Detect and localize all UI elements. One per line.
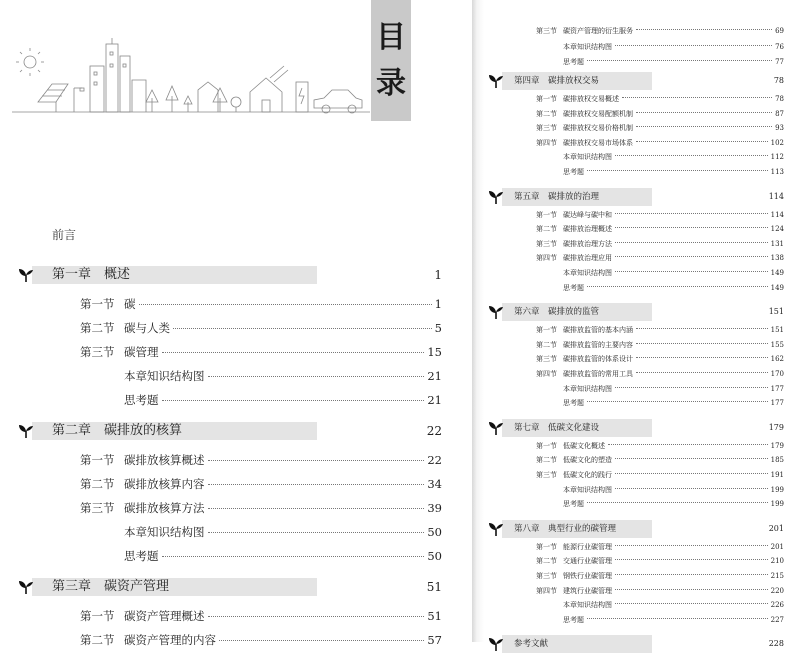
dot-leader bbox=[587, 618, 768, 619]
dot-leader bbox=[636, 328, 768, 329]
entry-title: 本章知识结构图 bbox=[563, 601, 612, 610]
toc-entry[interactable] bbox=[536, 253, 784, 263]
dot-leader bbox=[139, 304, 432, 305]
dot-leader bbox=[208, 532, 425, 533]
chapter-title: 第五章 碳排放的治理 bbox=[514, 191, 600, 202]
dot-leader bbox=[615, 45, 772, 46]
toc-entry[interactable] bbox=[536, 138, 784, 148]
chapter-page: 201 bbox=[768, 523, 784, 533]
dot-leader bbox=[208, 376, 425, 377]
toc-entry[interactable] bbox=[536, 325, 784, 335]
section-number: 第四节 bbox=[536, 254, 557, 263]
electric-car-icon bbox=[314, 90, 362, 113]
dot-leader bbox=[636, 357, 768, 358]
entry-page: 22 bbox=[427, 453, 442, 467]
entry-title: 碳管理 bbox=[124, 345, 159, 359]
dot-leader bbox=[615, 387, 768, 388]
entry-page: 131 bbox=[770, 239, 784, 248]
section-number: 第一节 bbox=[536, 95, 557, 103]
toc-entry[interactable] bbox=[536, 398, 784, 408]
toc-entry[interactable] bbox=[536, 268, 784, 278]
toc-entry[interactable] bbox=[536, 485, 784, 495]
entry-page: 191 bbox=[770, 471, 784, 479]
entry-page: 77 bbox=[775, 58, 784, 66]
entry-page: 87 bbox=[775, 109, 784, 118]
toc-entry[interactable] bbox=[536, 239, 784, 249]
toc-entry[interactable] bbox=[536, 152, 784, 162]
entry-page: 226 bbox=[770, 601, 784, 610]
sprout-icon bbox=[18, 579, 34, 595]
toc-entry[interactable] bbox=[536, 210, 784, 220]
dot-leader bbox=[587, 286, 768, 287]
entry-page: 215 bbox=[770, 572, 784, 580]
chapter-heading[interactable] bbox=[488, 72, 784, 90]
dot-leader bbox=[608, 444, 768, 445]
entry-title: 碳 bbox=[124, 297, 136, 311]
entry-page: 51 bbox=[427, 609, 442, 623]
entry-title: 本章知识结构图 bbox=[563, 153, 612, 162]
entry-title: 建筑行业碳管理 bbox=[563, 586, 612, 595]
toc-entry[interactable] bbox=[80, 608, 442, 624]
toc-entry[interactable] bbox=[536, 556, 784, 566]
dot-leader bbox=[636, 343, 768, 344]
toc-entry[interactable] bbox=[536, 441, 784, 451]
toc-entry[interactable] bbox=[536, 94, 784, 104]
sprout-icon bbox=[488, 420, 504, 436]
chapter-heading[interactable] bbox=[488, 520, 784, 538]
toc-entry[interactable] bbox=[536, 224, 784, 234]
chapter-heading[interactable] bbox=[488, 188, 784, 206]
dot-leader bbox=[615, 213, 768, 214]
chapter-title: 第二章 碳排放的核算 bbox=[52, 423, 183, 438]
entry-page: 185 bbox=[770, 456, 784, 465]
entry-page: 201 bbox=[770, 542, 784, 551]
preface-link[interactable]: 前言 bbox=[52, 228, 77, 242]
entry-page: 227 bbox=[770, 615, 784, 624]
section-number: 第三节 bbox=[536, 572, 557, 580]
entry-page: 34 bbox=[427, 477, 442, 491]
entry-title: 钢铁行业碳管理 bbox=[563, 572, 612, 580]
entry-title: 能源行业碳管理 bbox=[563, 542, 612, 551]
entry-title: 低碳文化的塑造 bbox=[563, 456, 612, 465]
sprout-icon bbox=[488, 304, 504, 320]
solar-panel-icon bbox=[38, 84, 68, 112]
dot-leader bbox=[615, 155, 768, 156]
sprout-icon bbox=[18, 267, 34, 283]
chapter-heading[interactable] bbox=[18, 578, 442, 596]
entry-title: 思考题 bbox=[124, 549, 159, 563]
chapter-title: 第一章 概述 bbox=[52, 267, 131, 282]
toc-title bbox=[371, 0, 411, 121]
chapter-heading[interactable] bbox=[488, 419, 784, 437]
entry-title: 碳资产管理概述 bbox=[124, 609, 205, 623]
dot-leader bbox=[615, 242, 768, 243]
dot-leader bbox=[173, 328, 432, 329]
entry-page: 177 bbox=[770, 399, 784, 408]
dot-leader bbox=[162, 352, 425, 353]
section-number: 第三节 bbox=[80, 345, 115, 359]
dot-leader bbox=[615, 589, 768, 590]
entry-title: 碳排放核算概述 bbox=[124, 453, 205, 467]
entry-page: 93 bbox=[775, 124, 784, 133]
trees-icon bbox=[146, 86, 241, 112]
dot-leader bbox=[162, 556, 425, 557]
toc-entry[interactable] bbox=[536, 354, 784, 364]
dot-leader bbox=[208, 484, 425, 485]
entry-title: 思考题 bbox=[563, 399, 584, 408]
section-number: 第一节 bbox=[80, 453, 115, 467]
chapter-title: 第七章 低碳文化建设 bbox=[514, 422, 600, 433]
toc-entry[interactable] bbox=[80, 476, 442, 492]
chapter-page: 114 bbox=[768, 191, 784, 201]
charging-station-icon bbox=[296, 82, 308, 112]
chapter-title: 第四章 碳排放权交易 bbox=[514, 76, 600, 86]
toc-entry[interactable] bbox=[80, 296, 442, 312]
toc-entry[interactable] bbox=[80, 524, 442, 540]
dot-leader bbox=[636, 141, 768, 142]
city-skyline-illustration bbox=[12, 36, 370, 114]
section-number: 第二节 bbox=[536, 225, 557, 234]
entry-page: 179 bbox=[770, 441, 784, 450]
chapter-heading[interactable] bbox=[488, 303, 784, 321]
entry-title: 碳排放权交易市场体系 bbox=[563, 138, 633, 147]
book-gutter bbox=[472, 0, 484, 642]
dot-leader bbox=[615, 271, 768, 272]
entry-title: 本章知识结构图 bbox=[563, 269, 612, 277]
section-number: 第二节 bbox=[536, 340, 557, 349]
toc-title-char: 录 bbox=[376, 65, 406, 101]
section-number: 第三节 bbox=[536, 355, 557, 364]
entry-page: 177 bbox=[770, 384, 784, 393]
entry-title: 碳排放权交易概述 bbox=[563, 95, 619, 103]
section-number: 第三节 bbox=[536, 471, 557, 479]
sprout-icon bbox=[488, 189, 504, 205]
toc-entry[interactable] bbox=[536, 109, 784, 119]
entry-title: 碳排放治理方法 bbox=[563, 239, 612, 248]
street-lamp-icon bbox=[74, 88, 84, 112]
toc-entry[interactable] bbox=[536, 586, 784, 596]
dot-leader bbox=[615, 603, 768, 604]
entry-page: 155 bbox=[770, 340, 784, 349]
entry-title: 碳排放治理概述 bbox=[563, 225, 612, 234]
toc-entry[interactable] bbox=[536, 600, 784, 610]
dot-leader bbox=[615, 559, 768, 560]
chapter-page: 22 bbox=[426, 424, 442, 438]
chapter-page: 51 bbox=[426, 580, 442, 594]
toc-entry[interactable] bbox=[536, 455, 784, 465]
entry-page: 149 bbox=[770, 269, 784, 277]
toc-entry[interactable] bbox=[536, 340, 784, 350]
entry-page: 78 bbox=[775, 95, 784, 103]
chapter-title: 参考文献 bbox=[514, 639, 549, 650]
dot-leader bbox=[622, 97, 772, 98]
toc-entry[interactable] bbox=[536, 57, 784, 67]
chapter-page: 228 bbox=[768, 639, 784, 649]
dot-leader bbox=[615, 488, 768, 489]
entry-title: 碳排放监管的体系设计 bbox=[563, 355, 633, 364]
entry-page: 199 bbox=[770, 485, 784, 494]
toc-entry[interactable] bbox=[536, 384, 784, 394]
chapter-heading[interactable] bbox=[488, 635, 784, 653]
toc-entry[interactable] bbox=[536, 615, 784, 625]
dot-leader bbox=[615, 227, 768, 228]
dot-leader bbox=[208, 508, 425, 509]
entry-page: 1 bbox=[434, 297, 442, 311]
entry-title: 本章知识结构图 bbox=[563, 485, 612, 494]
entry-page: 162 bbox=[770, 355, 784, 364]
dot-leader bbox=[636, 372, 768, 373]
dot-leader bbox=[615, 256, 768, 257]
entry-page: 220 bbox=[770, 586, 784, 595]
entry-title: 思考题 bbox=[563, 283, 584, 292]
chapter-heading[interactable] bbox=[18, 422, 442, 440]
entry-title: 碳排放权交易配额机制 bbox=[563, 109, 633, 118]
toc-entry[interactable] bbox=[80, 452, 442, 468]
right-page bbox=[484, 0, 801, 650]
entry-title: 碳与人类 bbox=[124, 321, 170, 335]
dot-leader bbox=[636, 126, 772, 127]
chapter-page: 78 bbox=[773, 76, 784, 85]
entry-title: 低碳文化的践行 bbox=[563, 471, 612, 479]
entry-title: 碳资产管理的内容 bbox=[124, 633, 216, 647]
section-number: 第二节 bbox=[536, 109, 557, 118]
entry-page: 210 bbox=[770, 557, 784, 566]
section-number: 第三节 bbox=[536, 239, 557, 248]
entry-page: 50 bbox=[427, 549, 442, 563]
entry-page: 21 bbox=[427, 369, 442, 383]
chapter-title: 第六章 碳排放的监管 bbox=[514, 307, 600, 318]
entry-page: 151 bbox=[770, 326, 784, 335]
entry-title: 碳排放监管的基本内涵 bbox=[563, 326, 633, 335]
entry-title: 碳排放监管的主要内容 bbox=[563, 340, 633, 349]
entry-title: 思考题 bbox=[563, 615, 584, 624]
entry-title: 本章知识结构图 bbox=[563, 384, 612, 393]
toc-entry[interactable] bbox=[536, 167, 784, 177]
chapter-title: 第八章 典型行业的碳管理 bbox=[514, 523, 617, 534]
toc-entry[interactable] bbox=[80, 392, 442, 408]
entry-page: 57 bbox=[427, 633, 442, 647]
section-number: 第三节 bbox=[536, 124, 557, 133]
entry-page: 114 bbox=[770, 210, 784, 219]
entry-title: 碳排放权交易价格机制 bbox=[563, 124, 633, 133]
sprout-icon bbox=[488, 636, 504, 652]
section-number: 第三节 bbox=[536, 27, 557, 35]
entry-page: 124 bbox=[770, 225, 784, 234]
section-number: 第二节 bbox=[536, 456, 557, 465]
entry-page: 21 bbox=[427, 393, 442, 407]
toc-entry[interactable] bbox=[536, 542, 784, 552]
entry-title: 思考题 bbox=[563, 58, 584, 66]
entry-page: 69 bbox=[775, 27, 784, 35]
entry-page: 138 bbox=[770, 254, 784, 263]
entry-page: 170 bbox=[770, 370, 784, 378]
dot-leader bbox=[615, 458, 768, 459]
toc-entry[interactable] bbox=[80, 500, 442, 516]
toc-entry[interactable] bbox=[80, 548, 442, 564]
section-number: 第二节 bbox=[80, 477, 115, 491]
section-number: 第二节 bbox=[80, 633, 115, 647]
dot-leader bbox=[636, 29, 772, 30]
section-number: 第四节 bbox=[536, 138, 557, 147]
sprout-icon bbox=[488, 521, 504, 537]
entry-page: 15 bbox=[427, 345, 442, 359]
section-number: 第三节 bbox=[80, 501, 115, 515]
dot-leader bbox=[636, 112, 772, 113]
entry-title: 低碳文化概述 bbox=[563, 441, 605, 450]
toc-entry[interactable] bbox=[536, 470, 784, 480]
section-number: 第四节 bbox=[536, 370, 557, 378]
dot-leader bbox=[587, 170, 768, 171]
dot-leader bbox=[615, 545, 768, 546]
entry-title: 碳资产管理的衍生服务 bbox=[563, 27, 633, 35]
section-number: 第一节 bbox=[536, 441, 557, 450]
toc-entry[interactable] bbox=[80, 632, 442, 648]
toc-entry[interactable] bbox=[536, 499, 784, 509]
toc-entry[interactable] bbox=[80, 320, 442, 336]
entry-title: 碳排放核算内容 bbox=[124, 477, 205, 491]
dot-leader bbox=[208, 460, 425, 461]
entry-page: 102 bbox=[770, 138, 784, 147]
entry-page: 5 bbox=[434, 321, 442, 335]
section-number: 第一节 bbox=[536, 326, 557, 335]
chapter-title: 第三章 碳资产管理 bbox=[52, 579, 170, 594]
toc-entry[interactable] bbox=[536, 26, 784, 36]
toc-entry[interactable] bbox=[536, 283, 784, 293]
house-icon bbox=[198, 66, 288, 112]
toc-title-char: 目 bbox=[376, 19, 406, 55]
sun-icon bbox=[16, 48, 44, 76]
entry-page: 113 bbox=[770, 168, 784, 176]
sprout-icon bbox=[18, 423, 34, 439]
section-number: 第一节 bbox=[536, 542, 557, 551]
entry-title: 碳排放治理应用 bbox=[563, 254, 612, 263]
section-number: 第一节 bbox=[536, 210, 557, 219]
sprout-icon bbox=[488, 73, 504, 89]
entry-title: 思考题 bbox=[563, 500, 584, 509]
buildings-icon bbox=[90, 38, 146, 112]
chapter-page: 179 bbox=[768, 422, 784, 432]
section-number: 第一节 bbox=[80, 297, 115, 311]
dot-leader bbox=[587, 502, 768, 503]
entry-page: 199 bbox=[770, 500, 784, 509]
dot-leader bbox=[615, 574, 768, 575]
entry-page: 50 bbox=[427, 525, 442, 539]
entry-page: 76 bbox=[775, 42, 784, 51]
entry-title: 本章知识结构图 bbox=[124, 525, 205, 539]
section-number: 第二节 bbox=[536, 557, 557, 566]
section-number: 第四节 bbox=[536, 586, 557, 595]
dot-leader bbox=[162, 400, 425, 401]
toc-entry[interactable] bbox=[80, 368, 442, 384]
toc-entry[interactable] bbox=[536, 369, 784, 379]
entry-title: 碳排放监管的常用工具 bbox=[563, 370, 633, 378]
toc-entry[interactable] bbox=[536, 123, 784, 133]
toc-entry[interactable] bbox=[80, 344, 442, 360]
entry-title: 碳达峰与碳中和 bbox=[563, 210, 612, 219]
dot-leader bbox=[587, 401, 768, 402]
entry-title: 思考题 bbox=[124, 393, 159, 407]
dot-leader bbox=[615, 473, 768, 474]
section-number: 第二节 bbox=[80, 321, 115, 335]
dot-leader bbox=[219, 640, 424, 641]
chapter-heading[interactable] bbox=[18, 266, 442, 284]
entry-title: 本章知识结构图 bbox=[563, 42, 612, 51]
chapter-page: 151 bbox=[768, 307, 784, 317]
dot-leader bbox=[208, 616, 425, 617]
entry-title: 碳排放核算方法 bbox=[124, 501, 205, 515]
entry-page: 149 bbox=[770, 283, 784, 292]
chapter-page: 1 bbox=[434, 268, 442, 282]
dot-leader bbox=[587, 60, 772, 61]
entry-page: 39 bbox=[427, 501, 442, 515]
toc-entry[interactable] bbox=[536, 571, 784, 581]
toc-entry[interactable] bbox=[536, 42, 784, 52]
section-number: 第一节 bbox=[80, 609, 115, 623]
entry-title: 交通行业碳管理 bbox=[563, 557, 612, 566]
entry-page: 112 bbox=[770, 153, 784, 162]
entry-title: 思考题 bbox=[563, 168, 584, 176]
entry-title: 本章知识结构图 bbox=[124, 369, 205, 383]
